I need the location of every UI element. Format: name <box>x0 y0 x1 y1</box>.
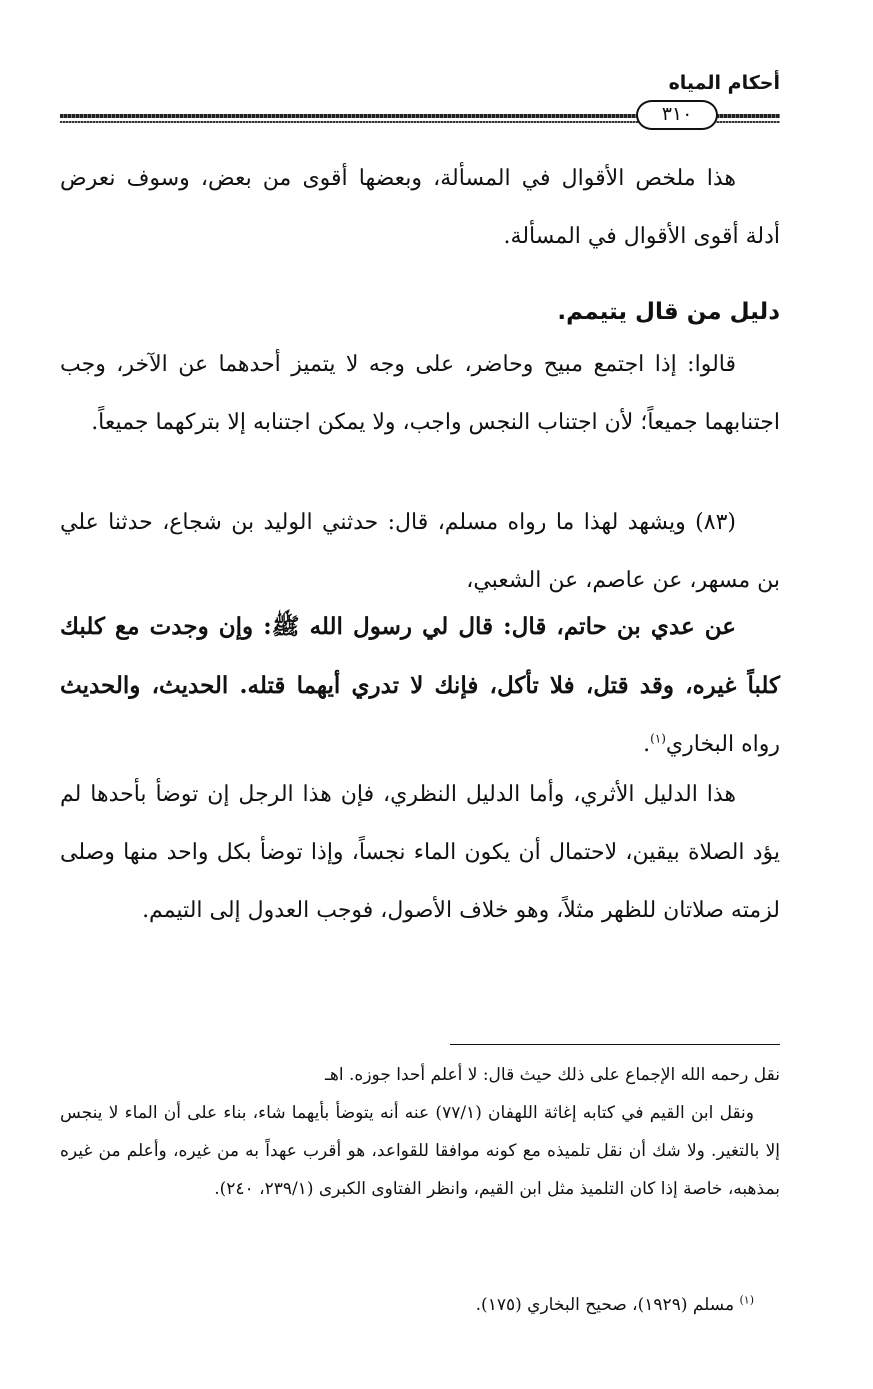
running-title: أحكام المياه <box>668 72 780 94</box>
footnote-reference: (١) <box>650 731 666 746</box>
page-number: ٣١٠ <box>636 100 718 130</box>
paragraph-summary: هذا ملخص الأقوال في المسألة، وبعضها أقوى من بعض، وسوف نعرض أدلة أقوى الأقوال في المسألة. <box>60 166 780 249</box>
hadith-text: عن عدي بن حاتم، قال: قال لي رسول الله ﷺ: وإن وجدت مع كلبك كلباً غيره، وقد قتل، فلا تأكل، فإنك لا تدري أيهما قتله. الحديث، والحديث <box>60 613 780 699</box>
footnote-continued-paragraph: ونقل ابن القيم في كتابه إغاثة اللهفان (٧٧/١) عنه أنه يتوضأ بأيهما شاء، بناء على أن الماء لا ينجس إلا بالتغير. ولا شك أن نقل تلميذه مع كونه موافقا للقواعد، هو أقرب عهداً به من غيره، وأعلم من غيره بمذهبه، خاصة إذا كان التلميذ مثل ابن القيم، وانظر الفتاوى الكبرى (٢٣٩/١، ٢٤٠). <box>60 1103 780 1199</box>
footnote-continued-line: نقل رحمه الله الإجماع على ذلك حيث قال: لا أعلم أحدا جوزه. اهـ <box>324 1065 780 1085</box>
paragraph-argument: قالوا: إذا اجتمع مبيح وحاضر، على وجه لا يتميز أحدهما عن الآخر، وجب اجتنابهما جميعاً؛ لأن اجتناب النجس واجب، ولا يمكن اجتنابه إلا بتركهما جميعاً. <box>60 352 780 435</box>
footnote-separator <box>450 1044 780 1045</box>
hadith-end: . <box>643 732 651 757</box>
footnote-1-marker: (١) <box>739 1293 754 1307</box>
footnote-1-text: مسلم (١٩٢٩)، صحيح البخاري (١٧٥). <box>475 1295 740 1315</box>
paragraph-reasoning: هذا الدليل الأثري، وأما الدليل النظري، فإن هذا الرجل إن توضأ بأحدها لم يؤد الصلاة بيقين، لاحتمال أن يكون الماء نجساً، وإذا توضأ بكل واحد منها وصلى لزمته صلاتان للظهر مثلاً، وهو خلاف الأصول، فوجب العدول إلى التيمم. <box>60 782 780 923</box>
hadith-source: رواه البخاري <box>665 732 780 757</box>
book-page <box>60 0 780 1389</box>
paragraph-hadith <box>60 598 780 774</box>
footnote-1 <box>60 1286 780 1324</box>
section-heading: دليل من قال يتيمم. <box>557 299 780 325</box>
paragraph-isnad: (٨٣) ويشهد لهذا ما رواه مسلم، قال: حدثني الوليد بن شجاع، حدثنا علي بن مسهر، عن عاصم، عن الشعبي، <box>60 510 780 593</box>
